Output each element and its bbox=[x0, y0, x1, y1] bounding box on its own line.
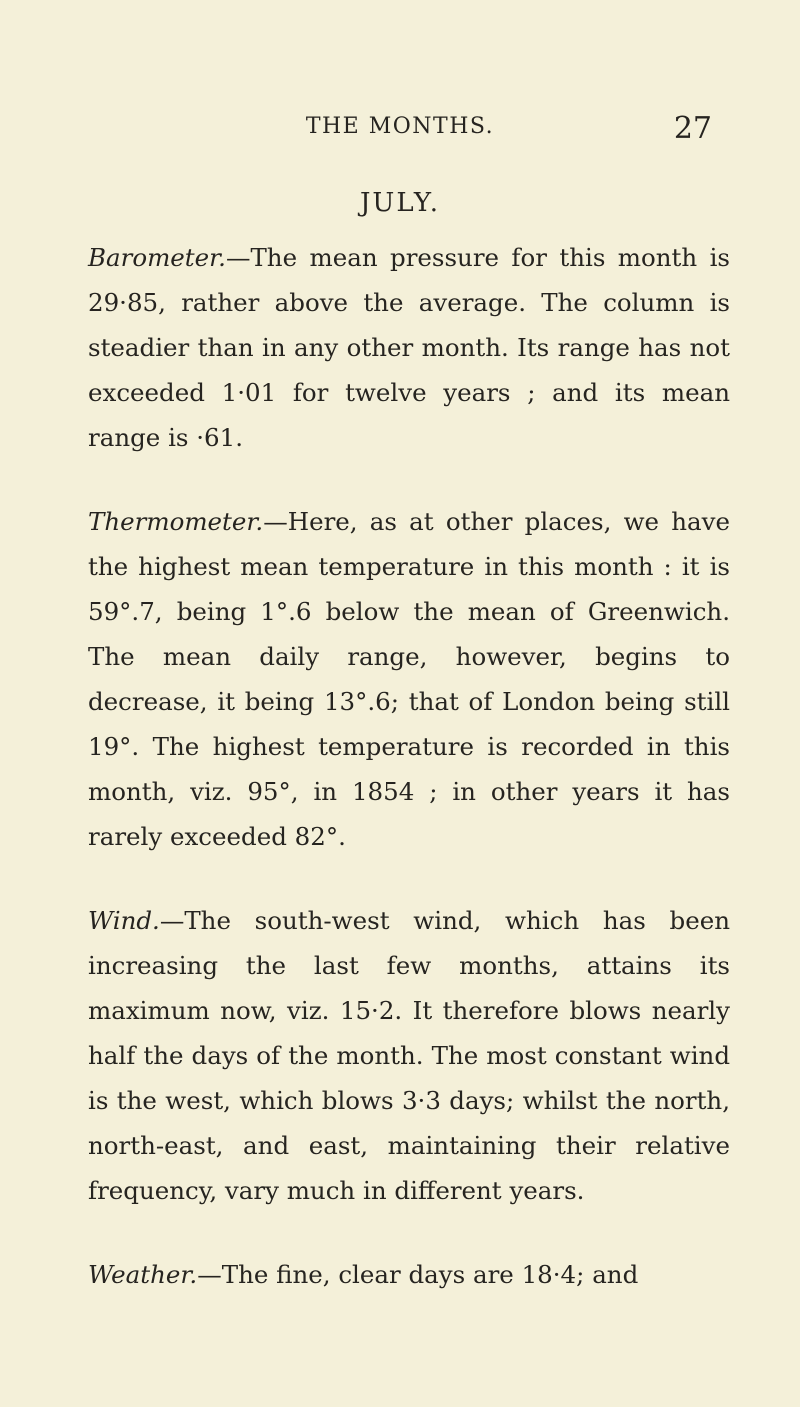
paragraph-barometer bbox=[88, 235, 730, 460]
page-header bbox=[0, 80, 800, 146]
paragraph-wind bbox=[88, 898, 730, 1213]
body-text bbox=[88, 235, 730, 1297]
paragraph-lead: Wind. bbox=[88, 906, 160, 935]
paragraph-weather bbox=[88, 1252, 730, 1297]
paragraph-text: —Here, as at other places, we have the highest mean temperature in this month : it is 59°.7, being 1°.6 below the mean of Greenwich. The mean daily range, however, begins to decrease, it being 13°.6; that of London being still 19°. The highest temperature is recorded in this month, viz. 95°, in 1854 ; in other years it has rarely exceeded 82°. bbox=[88, 507, 730, 851]
paragraph-text: —The south-west wind, which has been increasing the last few months, attains its maximum now, viz. 15·2. It therefore blows nearly half the days of the month. The most constant wind is the west, which blows 3·3 days; whilst the north, north-east, and east, maintaining their relative frequency, vary much in different years. bbox=[88, 906, 730, 1205]
paragraph-thermometer bbox=[88, 499, 730, 859]
paragraph-text: —The mean pressure for this month is 29·85, rather above the average. The column is steadier than in any other month. Its range has not exceeded 1·01 for twelve years ; and its mean range is ·61. bbox=[88, 243, 730, 452]
running-title: THE MONTHS. bbox=[305, 114, 495, 139]
paragraph-text: —The fine, clear days are 18·4; and bbox=[197, 1260, 639, 1289]
section-title: JULY. bbox=[359, 188, 440, 218]
paragraph-lead: Thermometer. bbox=[88, 507, 264, 536]
page-number: 27 bbox=[673, 111, 712, 146]
paragraph-lead: Barometer. bbox=[88, 243, 226, 272]
paragraph-lead: Weather. bbox=[88, 1260, 198, 1289]
